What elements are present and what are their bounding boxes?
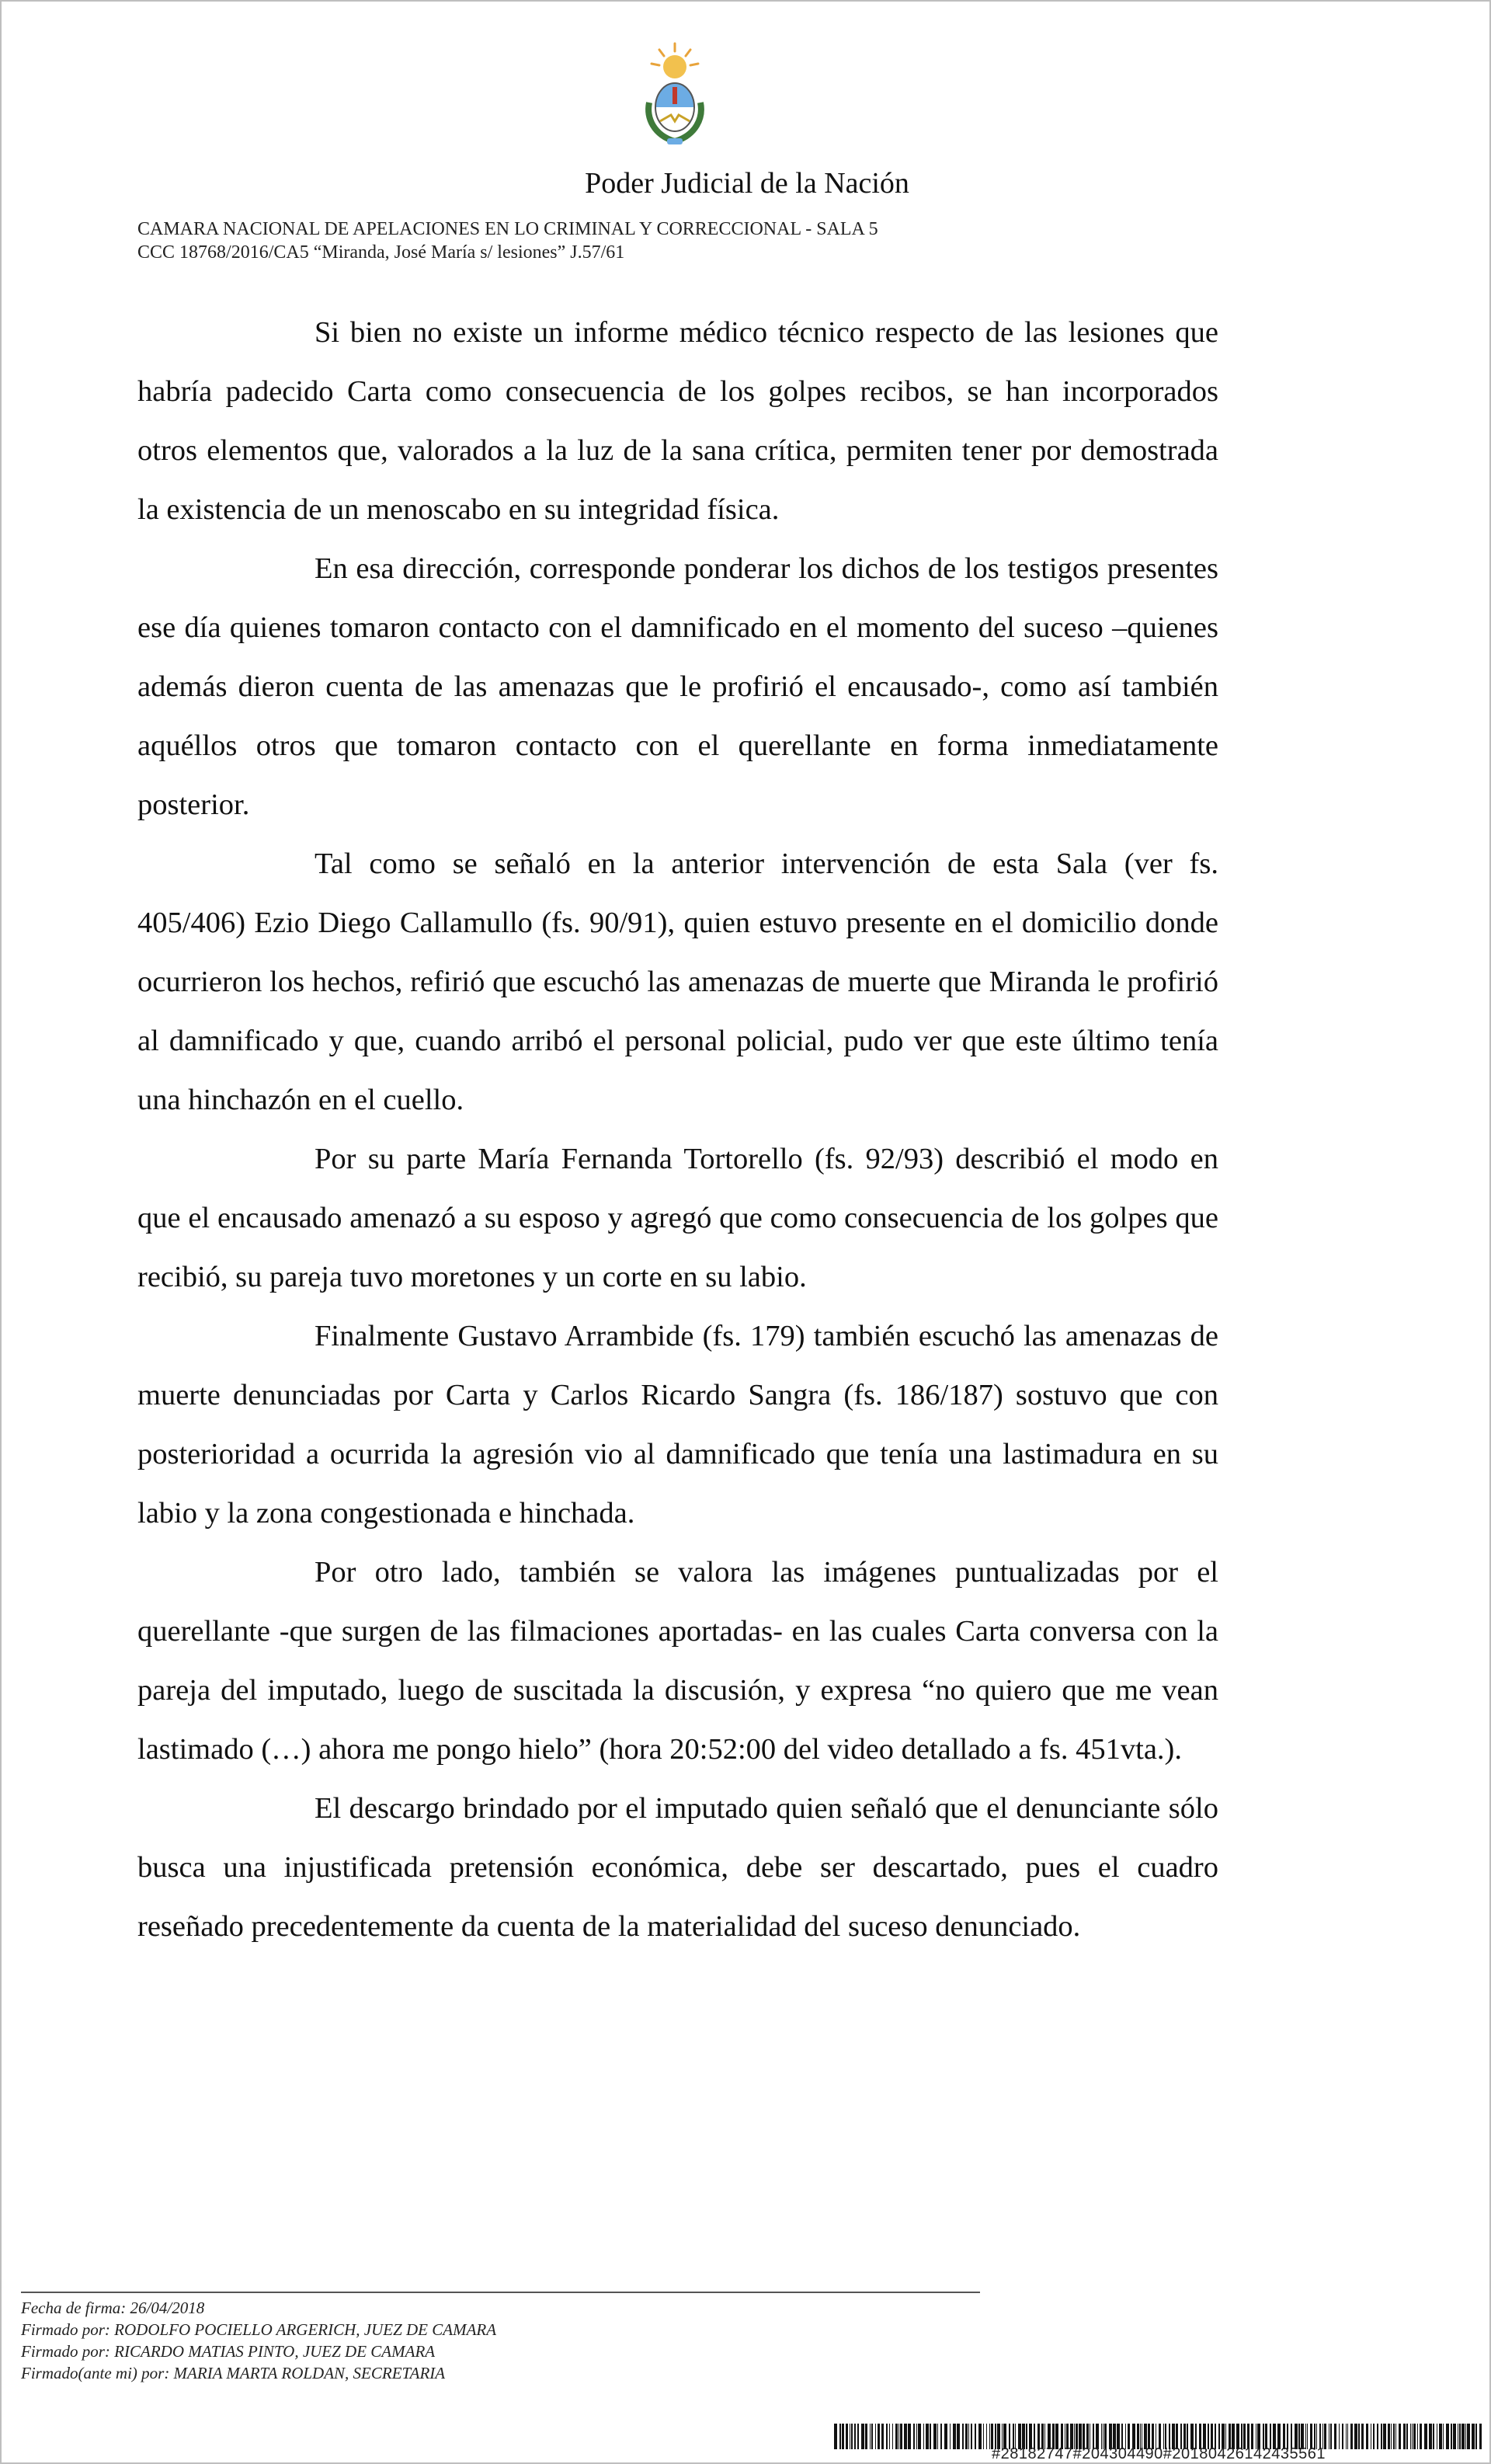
argentine-coat-of-arms-icon	[638, 40, 711, 149]
signature-line: Firmado(ante mi) por: MARIA MARTA ROLDAN, SECRETARIA	[21, 2364, 446, 2382]
paragraph: Por su parte María Fernanda Tortorello (fs. 92/93) describió el modo en que el encausado amenazó a su esposo y agregó que como consecuencia de los golpes que recibió, su pareja tuvo moretones y un corte en su labio.	[137, 1143, 1218, 1293]
court-title: Poder Judicial de la Nación	[585, 167, 909, 200]
signature-line: Firmado por: RICARDO MATIAS PINTO, JUEZ DE CAMARA	[21, 2342, 436, 2361]
signature-line: Firmado por: RODOLFO POCIELLO ARGERICH, JUEZ DE CAMARA	[21, 2320, 497, 2339]
case-reference: CCC 18768/2016/CA5 “Miranda, José María s/ lesiones” J.57/61	[137, 242, 625, 263]
resolution-body	[137, 303, 1218, 1956]
signature-date: Fecha de firma: 26/04/2018	[21, 2299, 205, 2317]
paragraph: Por otro lado, también se valora las imágenes puntualizadas por el querellante -que surgen de las filmaciones aportadas- en las cuales Carta conversa con la pareja del imputado, luego de suscitada la discusión, y expresa “no quiero que me vean lastimado (…) ahora me pongo hielo” (hora 20:52:00 del video detallado a fs. 451vta.).	[137, 1556, 1218, 1766]
signature-divider	[21, 2292, 980, 2293]
paragraph: En esa dirección, corresponde ponderar los dichos de los testigos presentes ese día quienes tomaron contacto con el damnificado en el momento del suceso –quienes además dieron cuenta de las amenazas que le profirió el encausado-, como así también aquéllos otros que tomaron contacto con el querellante en forma inmediatamente posterior.	[137, 552, 1218, 821]
paragraph: Finalmente Gustavo Arrambide (fs. 179) también escuchó las amenazas de muerte denunciadas por Carta y Carlos Ricardo Sangra (fs. 186/187) sostuvo que con posterioridad a ocurrida la agresión vio al damnificado que tenía una lastimadura en su labio y la zona congestionada e hinchada.	[137, 1320, 1218, 1530]
paragraph: Si bien no existe un informe médico técnico respecto de las lesiones que habría padecido Carta como consecuencia de los golpes recibos, se han incorporados otros elementos que, valorados a la luz de la sana crítica, permiten tener por demostrada la existencia de un menoscabo en su integridad física.	[137, 316, 1218, 526]
chamber-name: CAMARA NACIONAL DE APELACIONES EN LO CRIMINAL Y CORRECCIONAL - SALA 5	[137, 219, 878, 239]
barcode-number: #28182747#204304490#20180426142435561	[991, 2445, 1326, 2462]
paragraph: El descargo brindado por el imputado quien señaló que el denunciante sólo busca una injustificada pretensión económica, debe ser descartado, pues el cuadro reseñado precedentemente da cuenta de la materialidad del suceso denunciado.	[137, 1792, 1218, 1943]
paragraph: Tal como se señaló en la anterior intervención de esta Sala (ver fs. 405/406) Ezio Diego Callamullo (fs. 90/91), quien estuvo presente en el domicilio donde ocurrieron los hechos, refirió que escuchó las amenazas de muerte que Miranda le profirió al damnificado y que, cuando arribó el personal policial, pudo ver que este último tenía una hinchazón en el cuello.	[137, 847, 1218, 1116]
